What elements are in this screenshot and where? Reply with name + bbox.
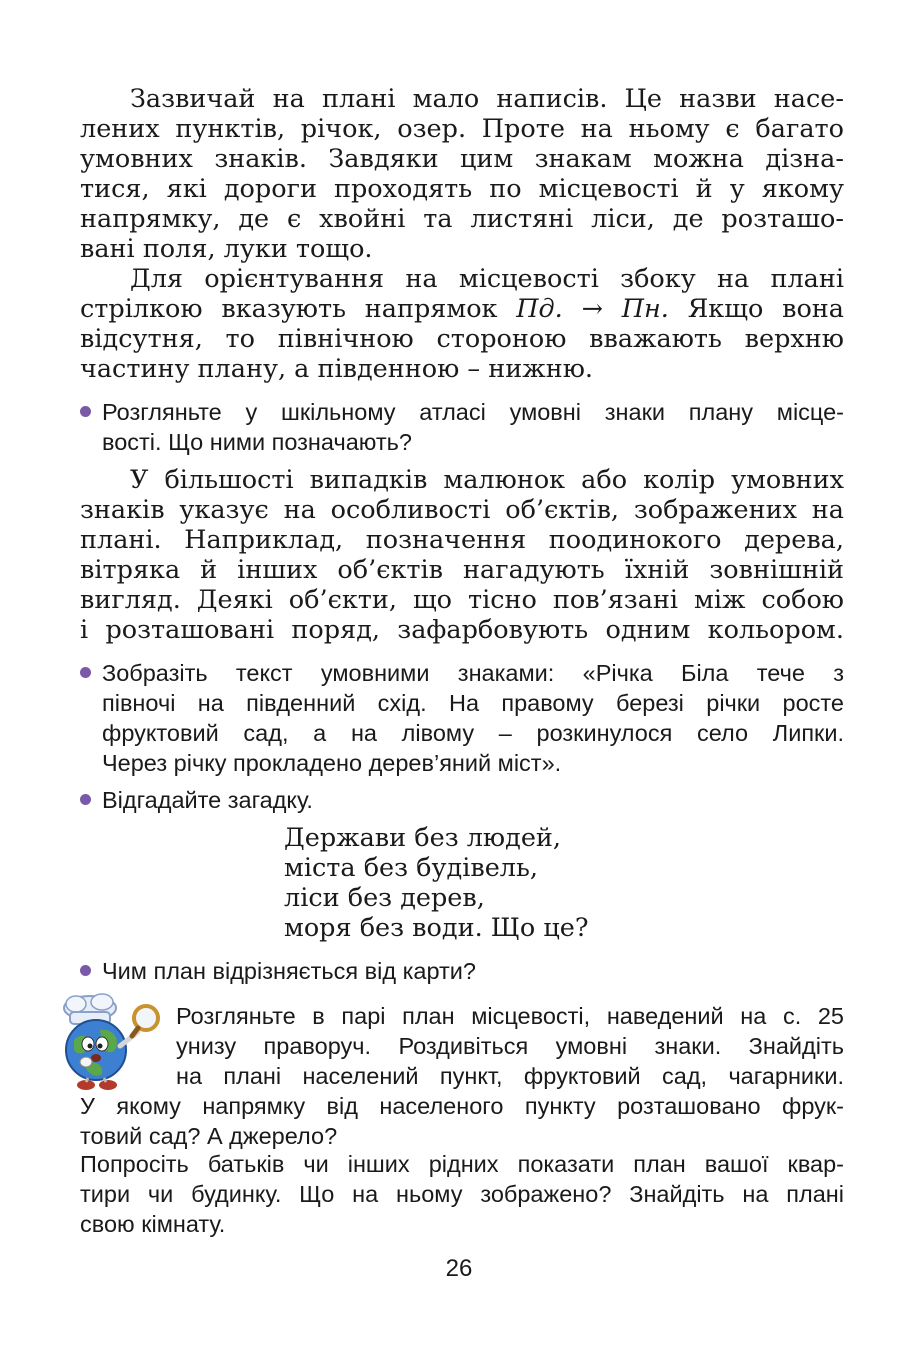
text-line: Для орієнтування на місцевості збоку на плані: [130, 264, 844, 294]
arrow-icon: →: [562, 294, 622, 324]
text-line: вітряка й інших об’єктів нагадують їхній зовнішній: [80, 555, 844, 585]
task-line: Розгляньте у шкільному атласі умовні знаки плану місце-: [102, 399, 844, 425]
task-line: Відгадайте загадку.: [102, 787, 313, 813]
task-line: свою кімнату.: [80, 1211, 226, 1237]
text-line: напрямку, де є хвойні та листяні ліси, де розташо-: [80, 204, 844, 234]
task-line: тири чи будинку. Що на ньому зображено? Знайдіть на плані: [80, 1181, 844, 1207]
task-line: Розгляньте в парі план місцевості, наведений на с. 25: [176, 1003, 844, 1029]
task-line: товий сад? А джерело?: [80, 1123, 338, 1149]
task-line: півночі на південний схід. На правому березі річки росте: [102, 690, 844, 716]
text-line: умовних знаків. Завдяки цим знакам можна дізна-: [80, 144, 844, 174]
poem-line: ліси без дерев,: [284, 883, 485, 913]
task-line: Попросіть батьків чи інших рідних показати план вашої квар-: [80, 1151, 844, 1177]
text-line: плані. Наприклад, позначення поодинокого дерева,: [80, 525, 844, 555]
task-line: фруктовий сад, а на лівому – розкинулося село Липки.: [102, 720, 844, 746]
text-line: вані поля, луки тощо.: [80, 234, 373, 264]
page-number: 26: [445, 1255, 473, 1282]
task-line: вості. Що ними позначають?: [102, 429, 412, 455]
text-line: тися, які дороги проходять по місцевості й у якому: [80, 174, 844, 204]
direction-to: Пн.: [621, 294, 669, 324]
bullet-icon: [80, 406, 91, 417]
task-line: Через річку прокладено дерев’яний міст».: [102, 750, 562, 776]
bullet-icon: [80, 794, 91, 805]
text-line: частину плану, а південною – нижню.: [80, 354, 594, 384]
poem-line: моря без води. Що це?: [284, 913, 589, 943]
task-line: унизу праворуч. Роздивіться умовні знаки. Знайдіть: [176, 1033, 844, 1059]
task-line: Чим план відрізняється від карти?: [102, 958, 477, 984]
text-line: і розташовані поряд, зафарбовують одним кольором.: [80, 615, 844, 645]
text-line-with-direction: [80, 294, 844, 324]
text-line: знаків указує на особливості об’єктів, зображених на: [80, 495, 844, 525]
text-line: Зазвичай на плані мало написів. Це назви насе-: [130, 84, 844, 114]
text-line: вигляд. Деякі об’єкти, що тісно пов’язані між собою: [80, 585, 844, 615]
bullet-icon: [80, 965, 91, 976]
bullet-icon: [80, 667, 91, 678]
task-line: на плані населений пункт, фруктовий сад, чагарники.: [176, 1063, 844, 1089]
poem-line: Держави без людей,: [284, 823, 562, 853]
globe-mascot-with-magnifier-icon: [56, 992, 168, 1092]
direction-from: Пд.: [516, 294, 563, 324]
text-fragment: стрілкою вказують напрямок: [80, 294, 517, 324]
text-line: лених пунктів, річок, озер. Проте на ньому є багато: [80, 114, 844, 144]
poem-line: міста без будівель,: [284, 853, 538, 883]
task-line: У якому напрямку від населеного пункту розташовано фрук-: [80, 1093, 844, 1119]
text-line: У більшості випадків малюнок або колір умовних: [130, 465, 844, 495]
text-line: відсутня, то північною стороною вважають верхню: [80, 324, 844, 354]
task-line: Зобразіть текст умовними знаками: «Річка Біла тече з: [102, 660, 844, 686]
text-fragment: Якщо вона: [668, 294, 844, 324]
